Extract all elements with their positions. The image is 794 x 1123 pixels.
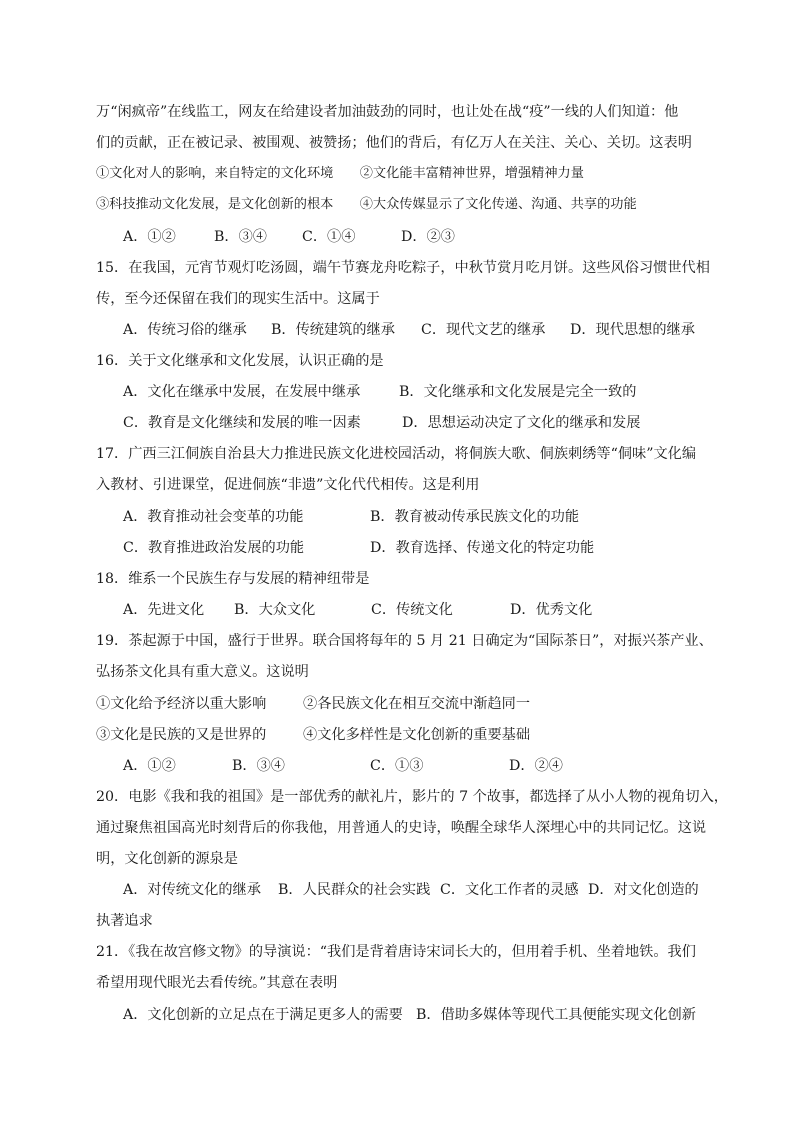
q17-stem-line-1: 17．广西三江侗族自治县大力推进民族文化进校园活动，将侗族大歌、侗族刺绣等“侗味”文化编 <box>96 446 697 462</box>
q19-option-c[interactable]: C．①③ <box>370 758 424 774</box>
q19-item-4: ④文化多样性是文化创新的重要基础 <box>303 727 531 743</box>
q15-option-d[interactable]: D．现代思想的继承 <box>570 322 695 338</box>
q18-option-b[interactable]: B．大众文化 <box>234 602 316 618</box>
q20-option-d-wrap: 执著追求 <box>96 913 153 929</box>
q14-items-line-2: ③科技推动文化发展，是文化创新的根本 ④大众传媒显示了文化传递、沟通、共享的功能 <box>96 197 637 212</box>
q19-stem-line-1: 19．茶起源于中国，盛行于世界。联合国将每年的 5 月 21 日确定为“国际茶日”，对振兴茶产业、 <box>96 633 713 649</box>
q16-option-d[interactable]: D．思想运动决定了文化的继承和发展 <box>402 415 641 431</box>
q14-option-d[interactable]: D．②③ <box>401 229 455 245</box>
q15-option-a[interactable]: A．传统习俗的继承 <box>123 322 247 338</box>
q14-items-line-1: ①文化对人的影响，来自特定的文化环境 ②文化能丰富精神世界，增强精神力量 <box>96 166 584 181</box>
q14-option-c[interactable]: C．①④ <box>302 229 356 245</box>
q19-item-2: ②各民族文化在相互交流中渐趋同一 <box>303 696 531 712</box>
q15-option-c[interactable]: C．现代文艺的继承 <box>421 322 546 338</box>
q14-option-a[interactable]: A．①② <box>123 229 176 245</box>
q14-stem-line-1: 万“闲疯帝”在线监工，网友在给建设者加油鼓劲的同时，也让处在战“疫”一线的人们知道：他 <box>96 104 679 120</box>
q19-stem-line-2: 弘扬茶文化具有重大意义。这说明 <box>96 664 309 680</box>
q17-stem-line-2: 入教材、引进课堂，促进侗族“非遗”文化代代相传。这是利用 <box>96 477 480 493</box>
q20-option-a[interactable]: A．对传统文化的继承 <box>123 882 261 898</box>
q21-stem-line-1: 21．《我在故宫修文物》的导演说：“我们是背着唐诗宋词长大的，但用着手机、坐着地铁。我们 <box>96 944 696 960</box>
q15-option-b[interactable]: B．传统建筑的继承 <box>271 322 395 338</box>
q18-option-d[interactable]: D．优秀文化 <box>510 602 593 618</box>
q15-stem-line-1: 15．在我国，元宵节观灯吃汤圆，端午节赛龙舟吃粽子，中秋节赏月吃月饼。这些风俗习惯世代相 <box>96 260 710 276</box>
q21-stem-line-2: 希望用现代眼光去看传统。”其意在表明 <box>96 975 338 991</box>
q16-option-c[interactable]: C．教育是文化继续和发展的唯一因素 <box>123 415 361 431</box>
q20-stem-line-3: 明，文化创新的源泉是 <box>96 851 238 867</box>
q18-stem: 18．维系一个民族生存与发展的精神纽带是 <box>96 571 370 587</box>
q18-option-a[interactable]: A．先进文化 <box>123 602 205 618</box>
q16-stem: 16．关于文化继承和文化发展，认识正确的是 <box>96 353 384 369</box>
q20-option-b[interactable]: B．人民群众的社会实践 <box>278 882 431 898</box>
q14-stem-line-2: 们的贡献，正在被记录、被围观、被赞扬；他们的背后，有亿万人在关注、关心、关切。这表明 <box>96 135 692 151</box>
q16-option-a[interactable]: A．文化在继承中发展，在发展中继承 <box>123 384 361 400</box>
q18-option-c[interactable]: C．传统文化 <box>371 602 453 618</box>
q21-option-a[interactable]: A．文化创新的立足点在于满足更多人的需要 <box>123 1007 403 1023</box>
q19-option-d[interactable]: D．②④ <box>509 758 563 774</box>
q17-option-a[interactable]: A．教育推动社会变革的功能 <box>123 509 304 525</box>
q20-stem-line-1: 20．电影《我和我的祖国》是一部优秀的献礼片，影片的 7 个故事，都选择了从小人物的视角切入， <box>96 789 728 805</box>
q15-stem-line-2: 传，至今还保留在我们的现实生活中。这属于 <box>96 291 380 307</box>
q19-item-3: ③文化是民族的又是世界的 <box>96 727 267 743</box>
q19-item-1: ①文化给予经济以重大影响 <box>96 696 267 712</box>
q20-option-d[interactable]: D．对文化创造的 <box>588 882 699 898</box>
q20-option-c[interactable]: C．文化工作者的灵感 <box>440 882 579 898</box>
q17-option-d[interactable]: D．教育选择、传递文化的特定功能 <box>370 540 595 556</box>
q17-option-c[interactable]: C．教育推进政治发展的功能 <box>123 540 305 556</box>
q19-option-b[interactable]: B．③④ <box>232 758 285 774</box>
q19-option-a[interactable]: A．①② <box>123 758 176 774</box>
q20-stem-line-2: 通过聚焦祖国高光时刻背后的你我他，用普通人的史诗，唤醒全球华人深埋心中的共同记忆。这说 <box>96 820 707 836</box>
q16-option-b[interactable]: B．文化继承和文化发展是完全一致的 <box>399 384 637 400</box>
q14-option-b[interactable]: B．③④ <box>214 229 267 245</box>
q21-option-b[interactable]: B．借助多媒体等现代工具便能实现文化创新 <box>416 1007 696 1023</box>
q17-option-b[interactable]: B．教育被动传承民族文化的功能 <box>370 509 580 525</box>
